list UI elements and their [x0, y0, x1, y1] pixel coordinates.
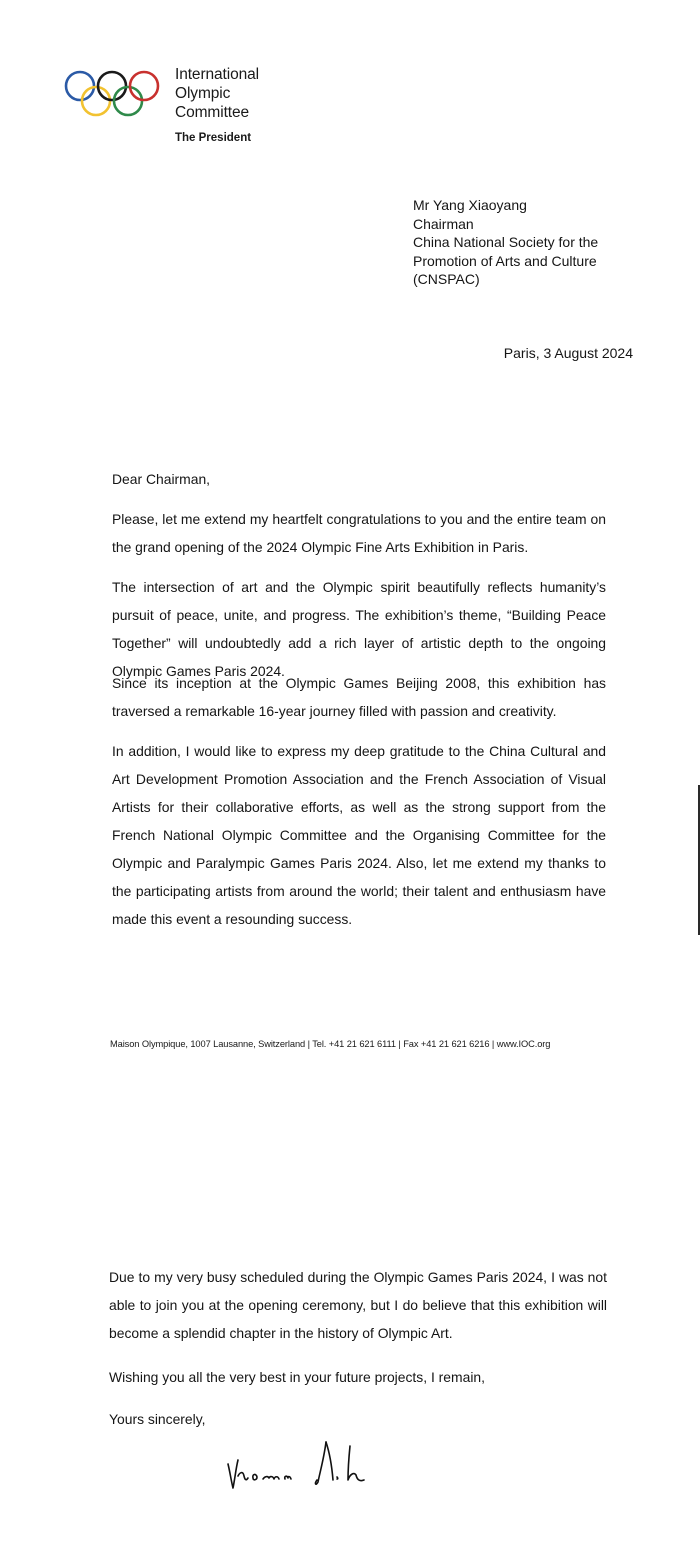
closing-text: Yours sincerely, [109, 1411, 206, 1427]
letter-paragraph [109, 1363, 607, 1391]
org-name-line: Olympic [175, 85, 231, 102]
letter-date: Paris, 3 August 2024 [503, 345, 633, 361]
salutation-text: Dear Chairman, [112, 471, 211, 487]
paragraph-text: In addition, I would like to express my deep gratitude to the China Cultural and Art Development Promotion Association and the French Association of Visual Artists for their collaborative efforts, as well as the strong support from the French National Olympic Committee and the Organising Committee for the Olympic and Paralympic Games Paris 2024. Also, let me extend my thanks to the participating artists from around the world; their talent and enthusiasm have made this event a resounding success. [112, 743, 606, 927]
footer-address: Maison Olympique, 1007 Lausanne, Switzerland | Tel. +41 21 621 6111 | Fax +41 21 621 6216 | www.IOC.org [110, 1039, 551, 1049]
ring-red [130, 72, 158, 100]
letter-paragraph [109, 1263, 607, 1347]
ring-green [114, 87, 142, 115]
ring-yellow [82, 87, 110, 115]
ring-black [98, 72, 126, 100]
olympic-rings-icon [64, 68, 160, 120]
letter-paragraph [112, 669, 606, 725]
org-name-line: Committee [175, 104, 250, 121]
organization-name [175, 65, 259, 122]
closing [109, 1405, 607, 1433]
org-name-line: International [175, 66, 260, 83]
recipient-org-line: (CNSPAC) [413, 271, 480, 288]
paragraph-text: Since its inception at the Olympic Games Beijing 2008, this exhibition has traversed a remarkable 16-year journey filled with passion and creativity. [112, 675, 606, 719]
letter-paragraph [112, 737, 606, 933]
recipient-org-line: China National Society for the [413, 234, 599, 251]
salutation [112, 465, 606, 493]
paragraph-text: Due to my very busy scheduled during the Olympic Games Paris 2024, I was not able to join you at the opening ceremony, but I do believe that this exhibition will become a splendid chapter in the history of Olympic Art. [109, 1269, 607, 1341]
recipient-address [413, 196, 598, 289]
paragraph-text: Wishing you all the very best in your future projects, I remain, [109, 1369, 485, 1385]
ring-blue [66, 72, 94, 100]
sender-title: The President [175, 132, 252, 144]
recipient-name: Mr Yang Xiaoyang [413, 197, 527, 213]
recipient-org-line: Promotion of Arts and Culture [413, 252, 597, 269]
handwritten-signature-icon [222, 1432, 392, 1494]
letter-paragraph [112, 505, 606, 561]
paragraph-text: Please, let me extend my heartfelt congratulations to you and the entire team on the grand opening of the 2024 Olympic Fine Arts Exhibition in Paris. [112, 511, 606, 555]
recipient-title: Chairman [413, 215, 474, 232]
paragraph-text: The intersection of art and the Olympic spirit beautifully reflects humanity’s pursuit of peace, unite, and progress. The exhibition’s theme, “Building Peace Together” will undoubtedly add a rich layer of artistic depth to the ongoing Olympic Games Paris 2024. [112, 579, 606, 679]
